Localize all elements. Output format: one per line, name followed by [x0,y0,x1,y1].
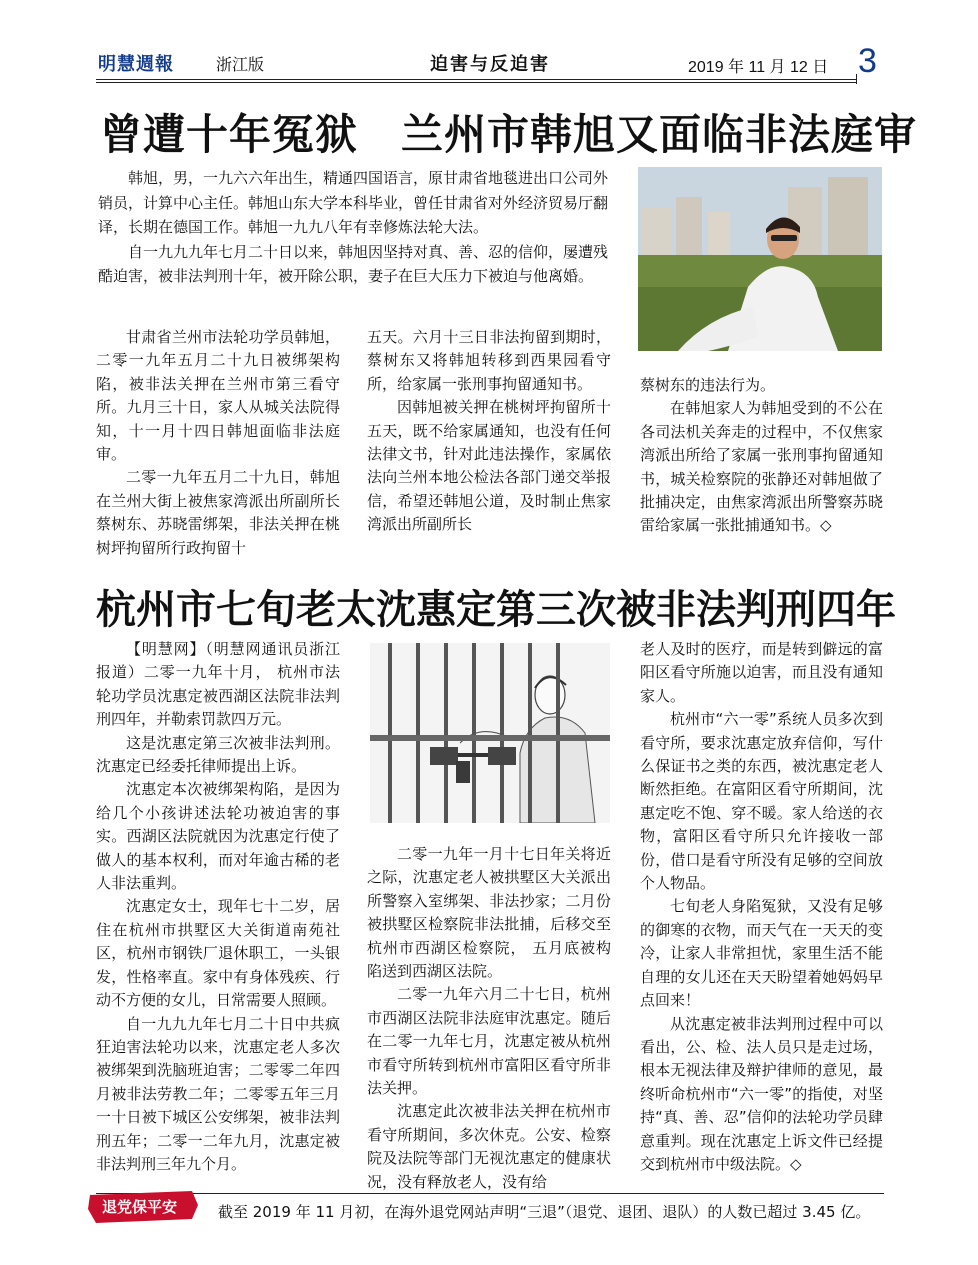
paragraph: 五天。六月十三日非法拘留到期时，蔡树东又将韩旭转移到西果园看守所，给家属一张刑事拘留通知书。 [367,328,611,393]
paragraph: 沈惠定女士，现年七十二岁，居住在杭州市拱墅区大关街道南苑社区，杭州市钢铁厂退休职工，一头银发，性格率直。家中有身体残疾、行动不方便的女儿，日常需要人照顾。 [96,897,340,1010]
article1-lead [98,166,610,289]
edition-label: 浙江版 [216,55,265,74]
lead-paragraph: 韩旭，男，一九六六年出生，精通四国语言，原甘肃省地毯进出口公司外销员，计算中心主任。韩旭山东大学本科毕业，曾任甘肃省对外经济贸易厅翻译，长期在德国工作。韩旭一九九八年有幸修炼法轮大法。 [98,169,609,236]
paragraph: 二零一九年一月十七日年关将近之际，沈惠定老人被拱墅区大关派出所警察入室绑架、非法抄家；二月份被拱墅区检察院非法批捕，后移交至杭州市西湖区检察院， 五月底被构陷送到西湖区法院。 [367,845,611,981]
paragraph: 蔡树东的违法行为。 [640,376,776,394]
header-rule [96,79,856,80]
paragraph: 七旬老人身陷冤狱，又没有足够的御寒的衣物，而天气在一天天的变冷，让家人非常担忧，家里生活不能自理的女儿还在天天盼望着她妈妈早点回来！ [640,897,883,1010]
portrait-photo [638,167,882,351]
footer-notice: 截至 2019 年 11 月初，在海外退党网站声明“三退”（退党、退团、退队）的人数已超过 3.45 亿。 [218,1203,871,1221]
paragraph: 二零一九年六月二十七日，杭州市西湖区法院非法庭审沈惠定。随后在二零一九年七月，沈惠定被从杭州市看守所转到杭州市富阳区看守所非法关押。 [367,985,611,1098]
prison-illustration [370,643,610,823]
paragraph: 甘肃省兰州市法轮功学员韩旭，二零一九年五月二十九日被绑架构陷，被非法关押在兰州市第三看守所。九月三十日，家人从城关法院得知，十一月十四日韩旭面临非法庭审。 [96,328,340,464]
prison-illustration-image [370,643,610,823]
article2-column-1 [96,638,340,1176]
paragraph: 【明慧网】（明慧网通讯员浙江报道）二零一九年十月， 杭州市法轮功学员沈惠定被西湖区法院非法判刑四年，并勒索罚款四万元。 [96,640,340,729]
tuidang-badge-label: 退党保平安 [102,1198,178,1216]
paragraph: 杭州市“六一零”系统人员多次到看守所，要求沈惠定放弃信仰，写什么保证书之类的东西，被沈惠定老人断然拒绝。在富阳区看守所期间，沈惠定吃不饱、穿不暖。家人给送的衣物，富阳区看守所只允许接收一部份，借口是看守所没有足够的空间放个人物品。 [640,710,883,893]
paragraph: 这是沈惠定第三次被非法判刑。沈惠定已经委托律师提出上诉。 [96,733,340,776]
paragraph: 沈惠定本次被绑架构陷，是因为给几个小孩讲述法轮功被迫害的事实。西湖区法院就因为沈惠定行使了做人的基本权利，而对年逾古稀的老人非法重判。 [96,780,340,893]
paragraph: 沈惠定此次被非法关押在杭州市看守所期间，多次休克。公安、检察院及法院等部门无视沈惠定的健康状况，没有释放老人，没有给 [367,1102,611,1191]
article1-column-3 [640,374,883,538]
paragraph: 自一九九九年七月二十日中共疯狂迫害法轮功以来，沈惠定老人多次被绑架到洗脑班迫害；二零零二年四月被非法劳教二年；二零零五年三月一十日被下城区公安绑架，被非法判刑五年；二零一二年九月，沈惠定被非法判刑三年九个月。 [96,1014,340,1173]
article2-column-3 [640,638,883,1176]
article1-column-2 [367,326,611,537]
masthead: 明慧週報 [98,54,174,75]
lead-paragraph: 自一九九九年七月二十日以来，韩旭因坚持对真、善、忍的信仰，屡遭残酷迫害，被非法判刑十年，被开除公职，妻子在巨大压力下被迫与他离婚。 [98,242,609,285]
footer-rule [96,1193,884,1194]
article2-headline: 杭州市七旬老太沈惠定第三次被非法判刑四年 [96,586,896,633]
article1-headline: 曾遭十年冤狱 兰州市韩旭又面临非法庭审 [100,110,918,159]
header-rule-tick [856,74,857,84]
portrait-photo-image [638,167,882,351]
article2-column-2 [367,843,611,1194]
paragraph: 老人及时的医疗，而是转到僻远的富阳区看守所施以迫害，而且没有通知家人。 [640,640,883,705]
paragraph: 二零一九年五月二十九日，韩旭在兰州大街上被焦家湾派出所副所长蔡树东、苏晓雷绑架，非法关押在桃树坪拘留所行政拘留十 [96,468,340,557]
issue-date: 2019 年 11 月 12 日 [688,59,829,76]
tuidang-badge [88,1191,200,1223]
paragraph: 在韩旭家人为韩旭受到的不公在各司法机关奔走的过程中，不仅焦家湾派出所给了家属一张刑事拘留通知书，城关检察院的张静还对韩旭做了批捕决定，由焦家湾派出所警察苏晓雷给家属一张批捕通知书。◇ [640,399,883,535]
page-number: 3 [858,42,877,80]
section-title: 迫害与反迫害 [430,54,550,75]
article1-column-1 [96,326,340,560]
paragraph: 因韩旭被关押在桃树坪拘留所十五天，既不给家属通知，也没有任何法律文书，针对此违法操作，家属依法向兰州本地公检法各部门递交举报信，希望还韩旭公道，及时制止焦家湾派出所副所长 [367,398,611,534]
header-rule-double [96,82,856,83]
paragraph: 从沈惠定被非法判刑过程中可以看出，公、检、法人员只是走过场，根本无视法律及辩护律师的意见，最终听命杭州市“六一零”的指使，对坚持“真、善、忍”信仰的法轮功学员肆意重判。现在沈惠定上诉文件已经提交到杭州市中级法院。◇ [640,1014,883,1173]
